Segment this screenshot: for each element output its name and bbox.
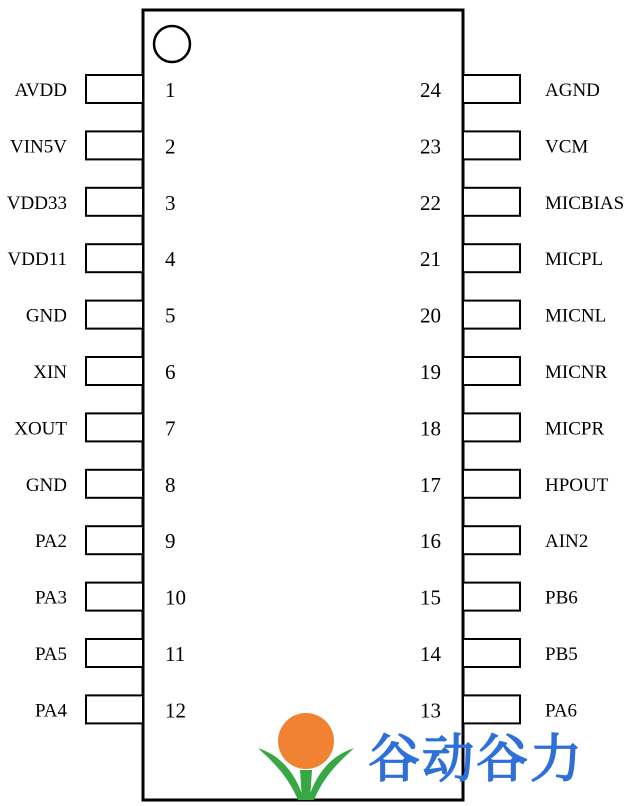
pin-lead: [463, 470, 520, 498]
pin-name-label: GND: [25, 474, 67, 496]
pin-lead: [86, 639, 143, 667]
pin-name-label: PB5: [545, 644, 578, 665]
pin-name-label: MICNL: [545, 305, 607, 327]
pin-name-label: AGND: [545, 80, 600, 101]
pin-lead: [86, 470, 143, 498]
pin-name-label: AIN2: [545, 531, 589, 553]
logo-stem: [300, 770, 312, 800]
pin-lead: [463, 188, 520, 216]
pin-number-label: 10: [165, 585, 186, 610]
pin-number-label: 19: [420, 360, 441, 384]
pin-name-label: VIN5V: [10, 136, 67, 158]
pin-name-label: PA4: [34, 700, 67, 722]
pin-number-label: 2: [165, 134, 176, 159]
pin-name-label: MICBIAS: [545, 192, 625, 214]
pin-name-label: PA2: [34, 531, 67, 553]
pin-lead: [86, 75, 143, 103]
logo-orb: [278, 713, 334, 769]
pin-number-label: 5: [165, 303, 176, 328]
pin-lead: [86, 131, 143, 159]
pin-lead: [463, 357, 520, 385]
pin-number-label: 15: [420, 585, 441, 610]
pin-lead: [463, 526, 520, 554]
pin-lead: [463, 244, 520, 272]
pin-name-label: VCM: [545, 136, 589, 158]
pin-number-label: 23: [420, 134, 441, 159]
pin-name-label: PA6: [545, 700, 578, 722]
pin-lead: [463, 413, 520, 441]
pin-number-label: 8: [165, 472, 176, 497]
pin-lead: [463, 583, 520, 611]
pin-lead: [86, 583, 143, 611]
pin-lead: [86, 413, 143, 441]
pin-lead: [86, 695, 143, 723]
pin-number-label: 7: [165, 416, 176, 441]
pin-number-label: 14: [420, 642, 441, 666]
pin-lead: [86, 526, 143, 554]
pin-number-label: 13: [420, 698, 441, 723]
pin-name-label: AVDD: [14, 80, 67, 101]
pin-name-label: PB6: [545, 587, 578, 609]
pin-number-label: 6: [165, 360, 176, 384]
pin-lead: [86, 301, 143, 329]
pin-lead: [86, 188, 143, 216]
pin-lead: [463, 131, 520, 159]
pin-number-label: 11: [165, 642, 186, 666]
pin-number-label: 17: [420, 472, 441, 497]
pin-number-label: 24: [420, 78, 441, 102]
chip-body: [143, 10, 463, 800]
pin-name-label: MICPL: [545, 249, 604, 271]
pin-lead: [463, 695, 520, 723]
pin-number-label: 4: [165, 247, 176, 272]
pin-name-label: MICPR: [545, 418, 605, 440]
pin-lead: [463, 639, 520, 667]
pin-name-label: XOUT: [14, 418, 67, 440]
pin-name-label: VDD11: [7, 249, 67, 271]
pin-number-label: 1: [165, 78, 176, 102]
pin-name-label: MICNR: [545, 362, 608, 383]
pin-number-label: 3: [165, 190, 176, 215]
pin-name-label: HPOUT: [545, 474, 609, 496]
pin-number-label: 21: [420, 247, 441, 272]
pin-name-label: XIN: [33, 362, 67, 383]
pin-number-label: 22: [420, 190, 441, 215]
pin-lead: [86, 244, 143, 272]
pin-name-label: PA5: [34, 644, 67, 665]
pin-name-label: PA3: [34, 587, 67, 609]
pin-lead: [86, 357, 143, 385]
pin-name-label: GND: [25, 305, 67, 327]
pin-number-label: 9: [165, 529, 176, 554]
pin-number-label: 18: [420, 416, 441, 441]
pin-name-label: VDD33: [6, 192, 67, 214]
pin-number-label: 16: [420, 529, 441, 554]
pin-lead: [463, 301, 520, 329]
pin-number-label: 20: [420, 303, 441, 328]
pin-lead: [463, 75, 520, 103]
pin-number-label: 12: [165, 698, 186, 723]
brand-text: 谷动谷力: [368, 730, 585, 790]
